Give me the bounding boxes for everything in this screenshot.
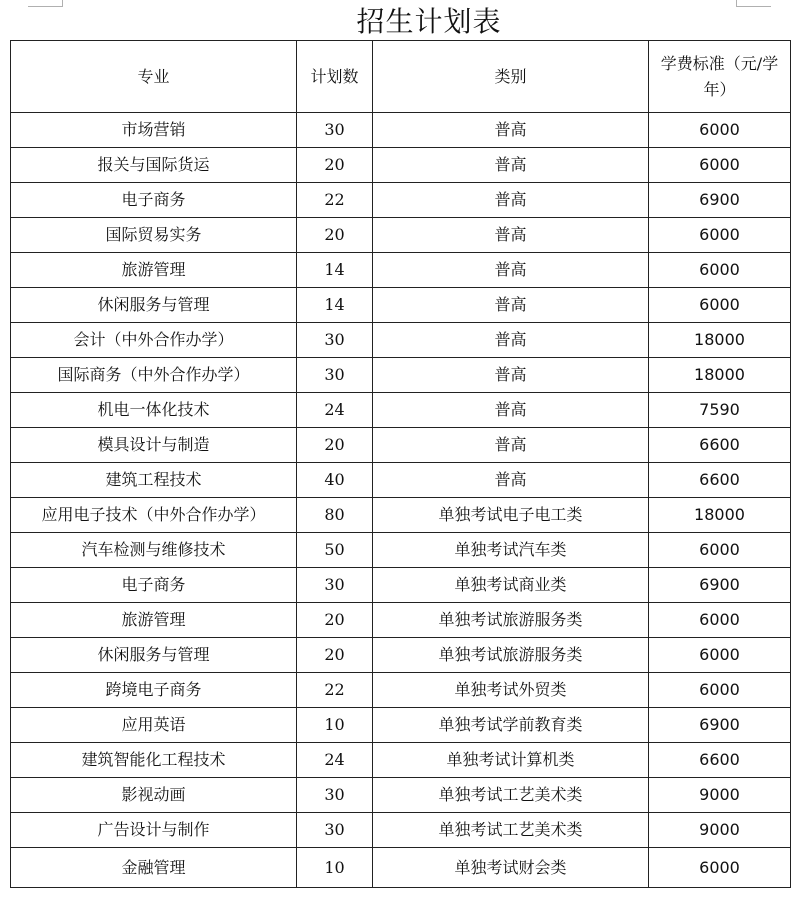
table-row xyxy=(11,673,791,708)
cell-major: 模具设计与制造 xyxy=(11,428,297,463)
cell-major: 金融管理 xyxy=(11,848,297,888)
cell-tuition: 6000 xyxy=(649,848,791,888)
cell-plan-count: 22 xyxy=(297,183,373,218)
table-row xyxy=(11,358,791,393)
cell-category: 普高 xyxy=(373,463,649,498)
table-row xyxy=(11,393,791,428)
cell-major: 广告设计与制作 xyxy=(11,813,297,848)
cell-plan-count: 24 xyxy=(297,393,373,428)
cell-tuition: 6000 xyxy=(649,638,791,673)
cell-tuition: 6600 xyxy=(649,743,791,778)
cell-major: 市场营销 xyxy=(11,113,297,148)
cell-plan-count: 30 xyxy=(297,813,373,848)
cell-category: 普高 xyxy=(373,183,649,218)
table-row xyxy=(11,183,791,218)
cell-major: 旅游管理 xyxy=(11,253,297,288)
cell-major: 休闲服务与管理 xyxy=(11,288,297,323)
cell-plan-count: 80 xyxy=(297,498,373,533)
cell-category: 普高 xyxy=(373,323,649,358)
cell-category: 单独考试学前教育类 xyxy=(373,708,649,743)
cell-tuition: 6600 xyxy=(649,428,791,463)
cell-major: 旅游管理 xyxy=(11,603,297,638)
table-row xyxy=(11,463,791,498)
cell-plan-count: 14 xyxy=(297,253,373,288)
table-row xyxy=(11,813,791,848)
table-row xyxy=(11,708,791,743)
cell-tuition: 6600 xyxy=(649,463,791,498)
cell-major: 国际商务（中外合作办学） xyxy=(11,358,297,393)
cell-plan-count: 30 xyxy=(297,778,373,813)
cell-tuition: 6000 xyxy=(649,288,791,323)
cell-category: 单独考试外贸类 xyxy=(373,673,649,708)
table-body xyxy=(11,113,791,888)
cell-plan-count: 30 xyxy=(297,323,373,358)
table-row xyxy=(11,638,791,673)
cell-category: 单独考试电子电工类 xyxy=(373,498,649,533)
cell-plan-count: 22 xyxy=(297,673,373,708)
cell-category: 普高 xyxy=(373,393,649,428)
cell-tuition: 6000 xyxy=(649,148,791,183)
table-row xyxy=(11,148,791,183)
cell-tuition: 18000 xyxy=(649,498,791,533)
cell-major: 休闲服务与管理 xyxy=(11,638,297,673)
cell-tuition: 6000 xyxy=(649,603,791,638)
cell-tuition: 9000 xyxy=(649,778,791,813)
cell-major: 机电一体化技术 xyxy=(11,393,297,428)
cell-major: 会计（中外合作办学） xyxy=(11,323,297,358)
cell-tuition: 9000 xyxy=(649,813,791,848)
cell-major: 电子商务 xyxy=(11,183,297,218)
cell-category: 单独考试工艺美术类 xyxy=(373,813,649,848)
cell-plan-count: 10 xyxy=(297,708,373,743)
cell-category: 单独考试商业类 xyxy=(373,568,649,603)
table-row xyxy=(11,288,791,323)
cell-category: 普高 xyxy=(373,113,649,148)
cell-major: 汽车检测与维修技术 xyxy=(11,533,297,568)
table-row xyxy=(11,113,791,148)
cell-tuition: 18000 xyxy=(649,323,791,358)
cell-category: 普高 xyxy=(373,288,649,323)
table-row xyxy=(11,498,791,533)
cell-plan-count: 10 xyxy=(297,848,373,888)
cell-category: 普高 xyxy=(373,358,649,393)
cell-tuition: 6900 xyxy=(649,183,791,218)
cell-category: 普高 xyxy=(373,148,649,183)
cell-tuition: 6000 xyxy=(649,533,791,568)
cell-plan-count: 30 xyxy=(297,113,373,148)
header-major: 专业 xyxy=(11,41,297,113)
cell-category: 单独考试工艺美术类 xyxy=(373,778,649,813)
table-row xyxy=(11,428,791,463)
cell-category: 单独考试汽车类 xyxy=(373,533,649,568)
table-row xyxy=(11,323,791,358)
cell-tuition: 18000 xyxy=(649,358,791,393)
cell-category: 单独考试旅游服务类 xyxy=(373,638,649,673)
table-row xyxy=(11,778,791,813)
cell-major: 应用电子技术（中外合作办学） xyxy=(11,498,297,533)
cell-major: 报关与国际货运 xyxy=(11,148,297,183)
cell-tuition: 6000 xyxy=(649,113,791,148)
table-row xyxy=(11,603,791,638)
table-row xyxy=(11,253,791,288)
cell-category: 单独考试计算机类 xyxy=(373,743,649,778)
cell-plan-count: 30 xyxy=(297,568,373,603)
table-row xyxy=(11,848,791,888)
cell-plan-count: 14 xyxy=(297,288,373,323)
cell-major: 应用英语 xyxy=(11,708,297,743)
page-title: 招生计划表 xyxy=(356,5,502,38)
cell-plan-count: 50 xyxy=(297,533,373,568)
cell-major: 电子商务 xyxy=(11,568,297,603)
table-row xyxy=(11,218,791,253)
header-plan-count: 计划数 xyxy=(297,41,373,113)
cell-major: 影视动画 xyxy=(11,778,297,813)
cell-plan-count: 20 xyxy=(297,603,373,638)
cell-plan-count: 20 xyxy=(297,428,373,463)
cell-plan-count: 20 xyxy=(297,148,373,183)
table-row xyxy=(11,533,791,568)
table-header-row xyxy=(11,41,791,113)
cell-category: 普高 xyxy=(373,218,649,253)
cell-major: 国际贸易实务 xyxy=(11,218,297,253)
header-category: 类别 xyxy=(373,41,649,113)
cell-tuition: 7590 xyxy=(649,393,791,428)
cell-plan-count: 24 xyxy=(297,743,373,778)
cell-major: 建筑智能化工程技术 xyxy=(11,743,297,778)
cell-tuition: 6900 xyxy=(649,708,791,743)
cell-plan-count: 40 xyxy=(297,463,373,498)
cell-category: 普高 xyxy=(373,253,649,288)
cell-plan-count: 20 xyxy=(297,218,373,253)
table-row xyxy=(11,743,791,778)
cell-tuition: 6900 xyxy=(649,568,791,603)
cell-major: 建筑工程技术 xyxy=(11,463,297,498)
cell-category: 普高 xyxy=(373,428,649,463)
table-row xyxy=(11,568,791,603)
cell-plan-count: 30 xyxy=(297,358,373,393)
cell-tuition: 6000 xyxy=(649,253,791,288)
cell-tuition: 6000 xyxy=(649,218,791,253)
cell-plan-count: 20 xyxy=(297,638,373,673)
cell-category: 单独考试财会类 xyxy=(373,848,649,888)
header-tuition: 学费标准（元/学年） xyxy=(649,41,791,113)
cell-tuition: 6000 xyxy=(649,673,791,708)
cell-category: 单独考试旅游服务类 xyxy=(373,603,649,638)
cell-major: 跨境电子商务 xyxy=(11,673,297,708)
enrollment-plan-table xyxy=(10,40,791,888)
